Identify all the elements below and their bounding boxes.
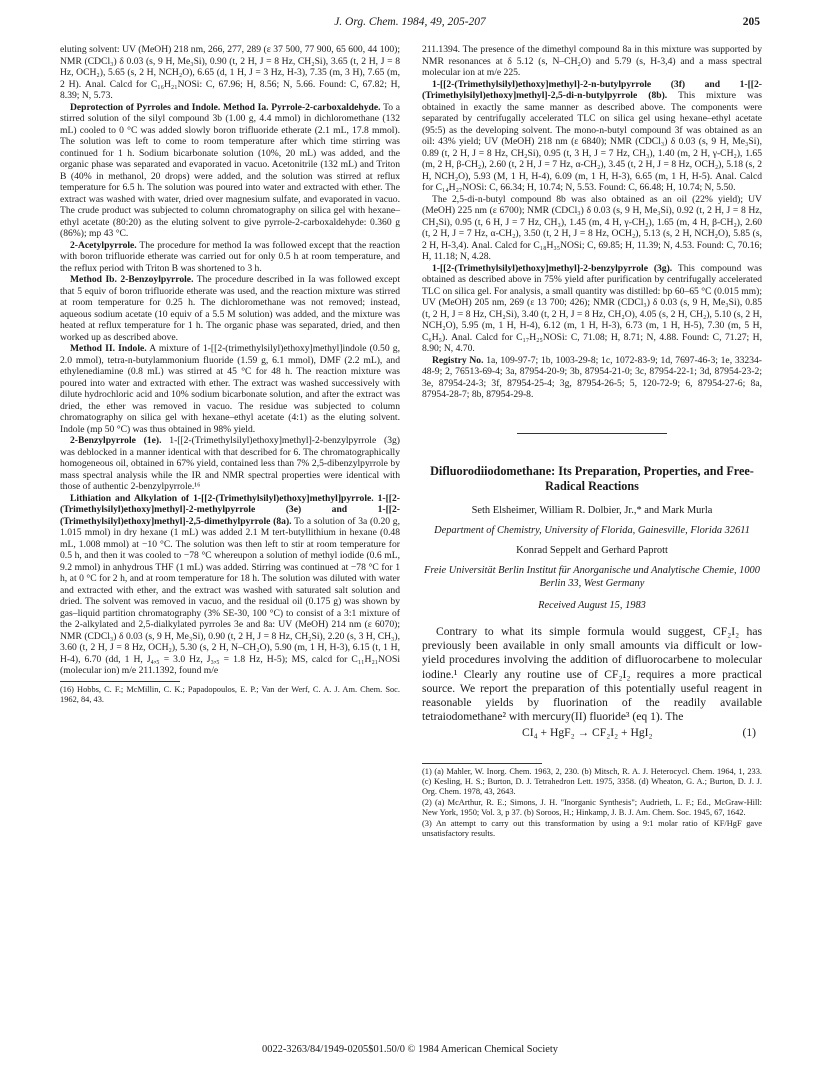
page-number: 205 <box>742 16 760 28</box>
right-column <box>422 44 762 840</box>
equation-1 <box>422 727 762 743</box>
paragraph-body: A mixture of 1-[[2-(trimethylsilyl)ethoxy]methyl]indole (0.50 g, 2.0 mmol), tetra-n-butylammonium fluoride (1.59 g, 6.1 mmol), DMF (2.2 mL), and ethylenediamine (0.8 mL) was stirred at 45 °C for 48 h. The reaction mixture was poured into water and extracted with ether. The extract was washed successively with dilute hydrochloric acid and 10% sodium bicarbonate solution, and after the extract was dried, the ether was removed in vacuo. The residue was subjected to column chromatography on silica gel with hexane–ethyl acetate (4:1) as the eluting solvent. Indole (mp 50 °C) was thus obtained in 98% yield. <box>60 343 400 435</box>
left-column <box>60 44 400 706</box>
section-heading: Lithiation and Alkylation of 1-[[2-(Trimethylsilyl)ethoxy]methyl]pyrrole. 1-[[2-(Trimethylsilyl)ethoxy]methyl]-2-methylpyrrole (3e) and 1-[[2-(Trimethylsilyl)ethoxy]methyl]-2,5-dimethylpyrrole (8a). <box>60 492 400 527</box>
authors-berlin: Konrad Seppelt and Gerhard Paprott <box>516 544 668 556</box>
footnote-divider <box>422 763 542 764</box>
received-date: Received August 15, 1983 <box>538 599 646 611</box>
paragraph-body: 1a, 109-97-7; 1b, 1003-29-8; 1c, 1072-83-9; 1d, 7697-46-3; 1e, 33234-48-9; 2, 76513-69-4; 3a, 87954-20-9; 3b, 87954-21-0; 3c, 87954-22-1; 3d, 87954-23-2; 3e, 87954-24-3; 3f, 87954-25-4; 3g, 87954-26-5; 5, 120-72-9; 6, 87954-27-6; 8a, 87954-28-7; 8b, 87954-29-8. <box>422 354 762 400</box>
paragraph-dimethyl-continued: 211.1394. The presence of the dimethyl compound 8a in this mixture was supported by NMR resonances at δ 5.12 (s, N–CH₂O) and 5.79 (s, H-3,4) and a mass spectral molecular ion at m/e 225. <box>422 44 762 78</box>
equation-number: (1) <box>742 726 756 740</box>
paragraph-butylpyrrole <box>422 79 762 194</box>
footnotes-right <box>422 767 762 839</box>
paragraph-benzoylpyrrole <box>60 274 400 343</box>
paragraph-registry <box>422 355 762 401</box>
paragraph-benzyl-compound <box>422 263 762 355</box>
paragraph-body: The procedure for method Ia was followed except that the reaction with boron trifluoride etherate was carried out for only 0.5 h at room temperature, and the reflux period with Triton B was shortened to 3 h. <box>60 239 400 274</box>
paragraph-body: This compound was obtained as described above in 75% yield after purification by centrifugally accelerated TLC on silica gel. For analysis, a small quantity was distilled: bp 60–65 °C (0.015 mm); UV (MeOH) 205 nm, 269 (ε 13 700; 426); NMR (CDCl₃) δ 0.03 (s, 9 H, Me₃Si), 0.85 (t, 2 H, J = 8 Hz, CH₂Si), 3.40 (t, 2 H, J = 8 Hz, CH₂O), 4.05 (s, 2 H, CH₂), 5.10 (s, 2 H, NCH₂O), 5.95 (m, 1 H, H-4), 6.12 (m, 1 H, H-3), 6.73 (m, 1 H, H-5), 7.30 (m, 5 H, C₆H₅). Anal. Calcd for C₁₇H₂₅NOSi: C, 71.08; H, 8.71; N, 4.88. Found: C, 71.27; H, 8.90; N, 4.70. <box>422 262 763 354</box>
paragraph-body: To a solution of 3a (0.20 g, 1.015 mmol) in dry hexane (1 mL) was added 2.1 M tert-butyllithium in hexane (0.48 mL, 1.008 mmol) at −10 °C. The solution was then left to stir at room temperature for 0.5 h, and then it was cooled to −78 °C whereupon a solution of methyl iodide (0.6 mL, 9.2 mmol) in anhydrous THF (1 mL) was added. Stirring was continued at −78 °C for 1 h, at 0 °C for 2 h, and at room temperature for 18 h. The solution was diluted with water and extracted with ether, and the extract was washed with saturated salt solution and dried. The solvent was removed in vacuo, and the residual oil (0.175 g) was shown by gas–liquid partition chromatography (3% SE-30, 100 °C) to consist of a 3:1 mixture of the 2-alkylated and 2,5-dialkylated pyrroles 3e and 8a: UV (MeOH) 214 nm (ε 6070); NMR (CDCl₃) δ 0.03 (s, 9 H, Me₃Si), 0.90 (t, 2 H, J = 8 Hz, CH₂Si), 2.20 (s, 3 H, CH₃), 3.60 (t, 2 H, J = 8 Hz, OCH₂), 5.30 (s, 2 H, N–CH₂O), 5.90 (m, 1 H, H-3), 6.15 (t, 1 H, H-4), 6.70 (dd, 1 H, J₄,₅ = 3.0 Hz, J₃,₅ = 1.8 Hz, H-5); MS, calcd for C₁₁H₂₁NOSi (molecular ion) m/e 211.1392, found m/e <box>60 515 400 676</box>
paragraph-body: To a stirred solution of the silyl compound 3b (1.00 g, 4.4 mmol) in dichloromethane (132 mL) cooled to 0 °C was added slowly boron trifluoride etherate (2.1 mL, 17.8 mmol). The solution was left to come to room temperature after which time stirring was continued for 1 h. Sodium bicarbonate solution (10%, 20 mL) was added, and the organic phase was separated and evaporated in vacuo. Acetonitrile (132 mL) and Triton B (40% in methanol, 20 drops) were added, and the solution was stirred at reflux temperature for 6.5 h. The solution was poured into water and extracted with ether. The extract was washed with water, dried over magnesium sulfate, and evaporated in vacuo. The crude product was subjected to column chromatography on silica gel with hexane–ethyl acetate (80:20) as the eluting solvent to give pyrrole-2-carboxaldehyde: 0.360 g (86%); mp 43 °C. <box>60 101 400 239</box>
intro-paragraph: Contrary to what its simple formula would suggest, CF₂I₂ has previously been available in only small amounts via difficult or low-yield procedures involving the addition of difluorocarbene to molecular iodine.¹ Clearly any routine use of CF₂I₂ requires a more practical source. We report the preparation of this potentially useful reagent in reasonable yields by fluorination of the readily available tetraiodomethane² with mercury(II) fluoride³ (eq 1). The <box>422 625 762 724</box>
article-intro <box>422 625 762 724</box>
paragraph-body: This mixture was obtained in exactly the same manner as described above. The components were separated by centrifugally accelerated TLC on silica gel using hexane–ethyl acetate (95:5) as the developing solvent. The mono-n-butyl compound 3f was obtained as an oil: 43% yield; UV (MeOH) 218 nm (ε 6840); NMR (CDCl₃) δ 0.03 (s, 9 H, Me₃Si), 0.89 (t, 2 H, J = 8 Hz, CH₂Si), 0.95 (t, 3 H, J = 7 Hz, CH₃), 1.40 (m, 2 H, γ-CH₂), 1.65 (m, 2 H, β-CH₂), 2.60 (t, 2 H, J = 7 Hz, α-CH₂), 3.45 (t, 2 H, J = 8 Hz, OCH₂), 5.18 (s, 2 H, NCH₂O), 5.93 (M, 1 H, H-4), 6.09 (m, 1 H, H-3), 6.65 (m, 1 H, H-5). Anal. Calcd for C₁₄H₂₇NOSi: C, 66.34; H, 10.74; N, 5.53. Found: C, 66.48; H, 10.74; N, 5.50. <box>422 90 762 193</box>
authors-florida: Seth Elsheimer, William R. Dolbier, Jr.,* and Mark Murla <box>471 504 713 516</box>
paragraph-indole <box>60 343 400 435</box>
section-heading: 1-[[2-(Trimethylsilyl)ethoxy]methyl]-2-benzylpyrrole (3g). <box>432 262 673 274</box>
footnote-16: (16) Hobbs, C. F.; McMillin, C. K.; Papadopoulos, E. P.; Van der Werf, C. A. J. Am. Chem. Soc. 1962, 84, 43. <box>60 684 400 704</box>
footnote-3: (3) An attempt to carry out this transformation by using a 9:1 molar ratio of KF/HgF gave unsatisfactory results. <box>422 819 762 839</box>
affiliation-florida: Department of Chemistry, University of Florida, Gainesville, Florida 32611 <box>434 524 750 536</box>
section-heading: Method II. Indole. <box>70 343 147 354</box>
paragraph-dibutyl: The 2,5-di-n-butyl compound 8b was also obtained as an oil (22% yield); UV (MeOH) 225 nm (ε 6700); NMR (CDCl₃) δ 0.03 (s, 9 H, Me₃Si), 0.92 (t, 2 H, J = 8 Hz, CH₂Si), 0.95 (t, 6 H, J = 7 Hz, CH₃), 1.45 (m, 4 H, γ-CH₂), 1.65 (m, 4 H, β-CH₂), 2.60 (t, 2 H, J = 7 Hz, α-CH₂), 3.50 (t, 2 H, J = 8 Hz, OCH₂), 5.13 (s, 2 H, NCH₂O), 5.85 (s, 2 H, H-3,4). Anal. Calcd for C₁₈H₃₅NOSi; C, 69.85; H, 11.39; N, 4.53. Found: C, 70.16; H, 11.18; N, 4.28. <box>422 193 762 262</box>
section-heading: 2-Benzylpyrrole (1e). <box>70 435 162 446</box>
paragraph-acetylpyrrole <box>60 240 400 275</box>
section-heading: Method Ib. 2-Benzoylpyrrole. <box>70 274 194 285</box>
article-title: Difluorodiiodomethane: Its Preparation, Properties, and Free-Radical Reactions <box>430 463 754 493</box>
article-divider <box>517 433 667 434</box>
paragraph-deprotection <box>60 102 400 240</box>
affiliation-berlin: Freie Universität Berlin Institut für Anorganische und Analytische Chemie, 1000 Berlin 33, West Germany <box>424 564 760 589</box>
paragraph-body: 1-[[2-(Trimethylsilyl)ethoxy]methyl]-2-benzylpyrrole (3g) was deblocked in a manner identical with that described for 6. The chromatographically homogeneous oil, obtained in 67% yield, contained less than 7% 2,5-dibenzylpyrrole by mass spectral analysis while the IR and NMR spectral properties were identical with those of authentic 2-benzylpyrrole.¹⁶ <box>60 435 400 492</box>
section-heading: Deprotection of Pyrroles and Indole. Method Ia. Pyrrole-2-carboxaldehyde. <box>70 101 381 113</box>
footnotes-left <box>60 685 400 705</box>
paragraph-uv-nmr-continued: eluting solvent: UV (MeOH) 218 nm, 266, 277, 289 (ε 37 500, 77 900, 65 600, 44 100); NMR (CDCl₃) δ 0.03 (s, 9 H, Me₃Si), 0.90 (t, 2 H, J = 8 Hz, CH₂Si), 3.65 (t, 2 H, J = 8 Hz, OCH₂), 5.65 (s, 2 H, NCH₂O), 6.65 (d, 1 H, J = 3 Hz, H-3), 7.35 (m, 3 H), 7.65 (m, 2 H). Anal. Calcd for C₁₆H₂₁NOSi: C, 67.96; H, 8.56; N, 5.66. Found: C, 67.82; H, 8.39; N, 5.73. <box>60 44 400 101</box>
section-heading: 2-Acetylpyrrole. <box>70 239 137 251</box>
page-footer: 0022-3263/84/1949-0205$01.50/0 © 1984 American Chemical Society <box>262 1044 558 1055</box>
footnote-divider <box>60 681 180 682</box>
footnote-1: (1) (a) Mahler, W. Inorg. Chem. 1963, 2, 230. (b) Mitsch, R. A. J. Heterocycl. Chem. 1964, 1, 233. (c) Kesling, H. S.; Burton, D. J. Tetrahedron Lett. 1975, 3358. (d) Wheaton, G. A.; Burton, D. J. J. Org. Chem. 1978, 43, 2643. <box>422 767 762 797</box>
journal-citation: J. Org. Chem. 1984, 49, 205-207 <box>334 16 486 28</box>
paragraph-lithiation <box>60 493 400 677</box>
page-header <box>60 16 760 34</box>
footnote-2: (2) (a) McArthur, R. E.; Simons, J. H. "Inorganic Synthesis"; Audrieth, L. F.; Ed., McGraw-Hill: New York, 1950; Vol. 3, p 37. (b) Soroos, H.; Hinkamp, J. B. J. Am. Chem. Soc. 1945, 67, 1642. <box>422 798 762 818</box>
paragraph-benzylpyrrole <box>60 435 400 493</box>
paragraph-body: The procedure described in Ia was followed except that 5 equiv of boron trifluoride etherate was used, and the reaction mixture was stirred at room temperature for 0.25 h. The dichloromethane was not removed; instead, aqueous sodium acetate (10 equiv of a 5.5 M solution) was added, and the mixture was heated at reflux temperature for 1 h. The organic phase was separated, dried, and then worked up as described above. <box>60 274 400 343</box>
equation-text: CI₄ + HgF₂ → CF₂I₂ + HgI₂ <box>522 726 653 740</box>
section-heading: 1-[[2-(Trimethylsilyl)ethoxy]methyl]-2-n-butylpyrrole (3f) and 1-[[2-(Trimethylsilyl)ethoxy]methyl]-2,5-di-n-butylpyrrole (8b). <box>422 78 762 101</box>
section-heading: Registry No. <box>432 354 484 366</box>
